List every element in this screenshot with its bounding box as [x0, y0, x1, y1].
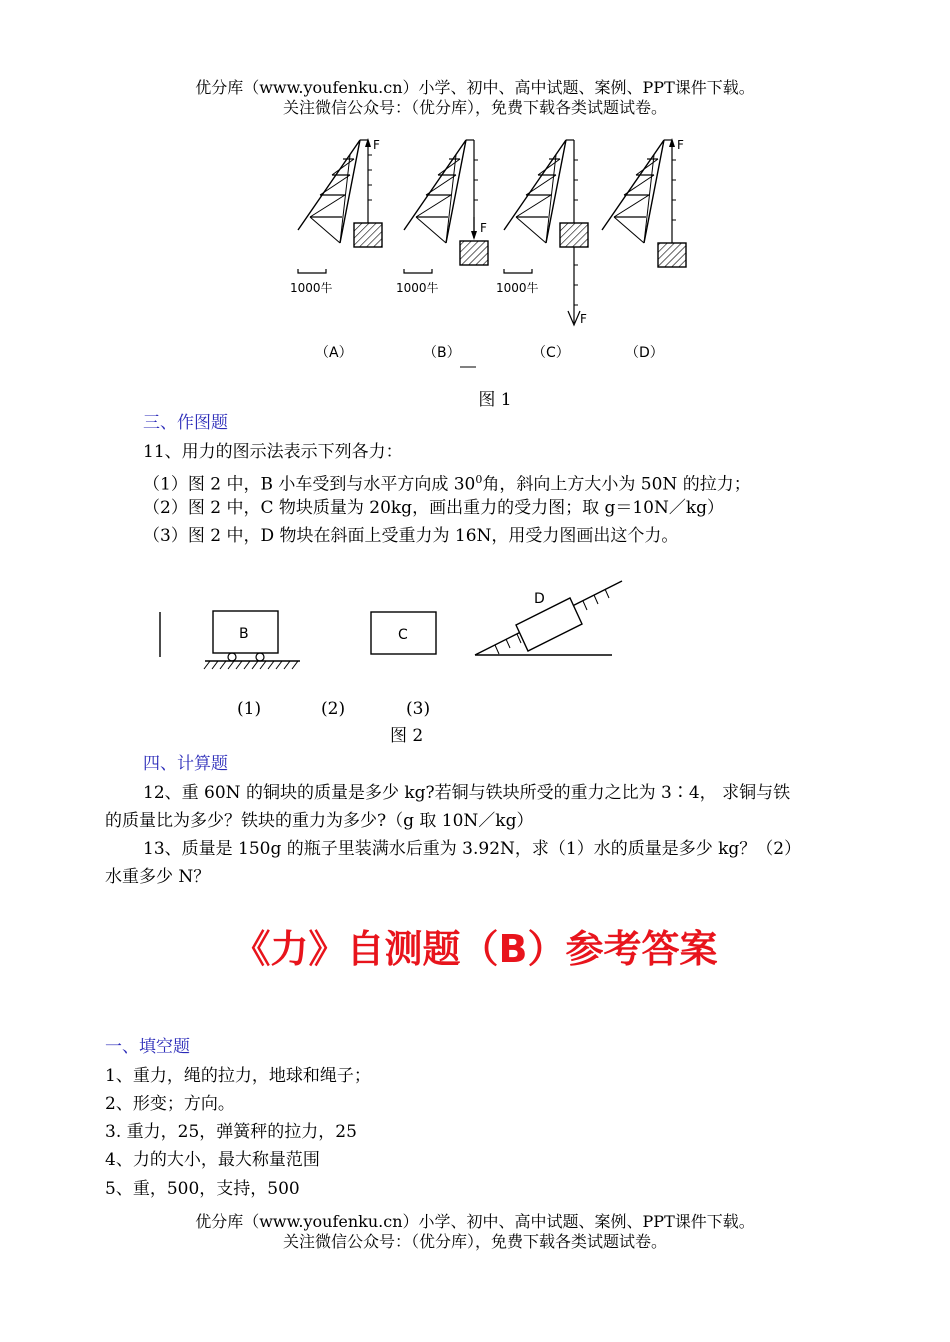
load-block-b	[460, 241, 488, 265]
figure-2	[150, 565, 630, 685]
figure-2-part-3: (3)	[406, 699, 431, 719]
crane-d	[602, 138, 686, 267]
header-line-2: 关注微信公众号：（优分库），免费下载各类试题试卷。	[282, 98, 667, 117]
question-13-line-2: 水重多少 N？	[105, 867, 211, 887]
question-12-line-1: 12、重 60N 的铜块的质量是多少 kg?若铜与铁块所受的重力之比为 3∶4， 求铜与铁	[143, 783, 791, 803]
part-1-text-b: 角，斜向上方大小为 50N 的拉力；	[482, 474, 751, 495]
scale-bar-a	[298, 269, 326, 273]
force-label-c: F	[580, 312, 587, 326]
label-b: B	[239, 626, 249, 642]
degree-superscript: 0	[475, 473, 483, 486]
load-block-c	[560, 223, 588, 247]
force-label-b: F	[480, 221, 487, 235]
label-c: C	[398, 627, 408, 643]
figure-1-caption: 图 1	[478, 390, 512, 410]
header-line-1: 优分库（www.youfenku.cn）小学、初中、高中试题、案例、PPT课件下载。	[195, 78, 755, 97]
label-d: D	[534, 591, 545, 607]
answers-section-heading: 一、填空题	[105, 1037, 190, 1057]
crane-a	[290, 138, 382, 295]
cart-b	[204, 611, 300, 669]
crane-c	[496, 140, 588, 326]
force-label-a: F	[373, 138, 380, 152]
answer-title: 《力》自测题（B）参考答案	[232, 927, 718, 971]
scale-label-a: 1000牛	[290, 281, 333, 295]
crane-b	[396, 140, 488, 295]
option-d: （D）	[625, 345, 664, 361]
answer-item: 2、形变；方向。	[105, 1094, 235, 1114]
block-c	[371, 612, 436, 654]
answer-item: 5、重，500，支持，500	[105, 1179, 300, 1199]
section-4-heading: 四、计算题	[143, 754, 228, 774]
answer-item: 1、重力，绳的拉力，地球和绳子；	[105, 1066, 371, 1086]
scale-label-b: 1000牛	[396, 281, 439, 295]
load-block-d	[658, 243, 686, 267]
figure-1-cranes	[280, 135, 690, 370]
question-11-part-1	[143, 469, 751, 496]
question-11: 11、用力的图示法表示下列各力：	[143, 442, 403, 462]
force-label-d: F	[677, 138, 684, 152]
incline-d	[475, 581, 622, 655]
part-1-text-a: （1）图 2 中，B 小车受到与水平方向成 30	[143, 474, 476, 495]
question-11-part-2: （2）图 2 中，C 物块质量为 20kg，画出重力的受力图；取 g＝10N／kg）	[143, 498, 725, 518]
section-3-heading: 三、作图题	[143, 413, 228, 433]
option-b: （B）	[423, 345, 461, 361]
option-c: （C）	[532, 345, 570, 361]
question-12-line-2: 的质量比为多少？铁块的重力为多少?（g 取 10N／kg）	[105, 811, 534, 831]
answer-item: 4、力的大小，最大称量范围	[105, 1150, 320, 1170]
answer-item: 3. 重力，25，弹簧秤的拉力，25	[105, 1122, 357, 1142]
question-13-line-1: 13、质量是 150g 的瓶子里装满水后重为 3.92N，求（1）水的质量是多少 kg？（2）	[143, 839, 802, 859]
scale-label-c: 1000牛	[496, 281, 539, 295]
figure-2-caption: 图 2	[390, 726, 424, 746]
figure-2-part-2: (2)	[321, 699, 346, 719]
footer-line-2: 关注微信公众号：（优分库），免费下载各类试题试卷。	[282, 1232, 667, 1251]
option-a: （A）	[315, 345, 353, 361]
question-11-part-3: （3）图 2 中，D 物块在斜面上受重力为 16N，用受力图画出这个力。	[143, 526, 679, 546]
footer-line-1: 优分库（www.youfenku.cn）小学、初中、高中试题、案例、PPT课件下载。	[195, 1212, 755, 1231]
load-block-a	[354, 223, 382, 247]
figure-2-part-1: (1)	[237, 699, 262, 719]
